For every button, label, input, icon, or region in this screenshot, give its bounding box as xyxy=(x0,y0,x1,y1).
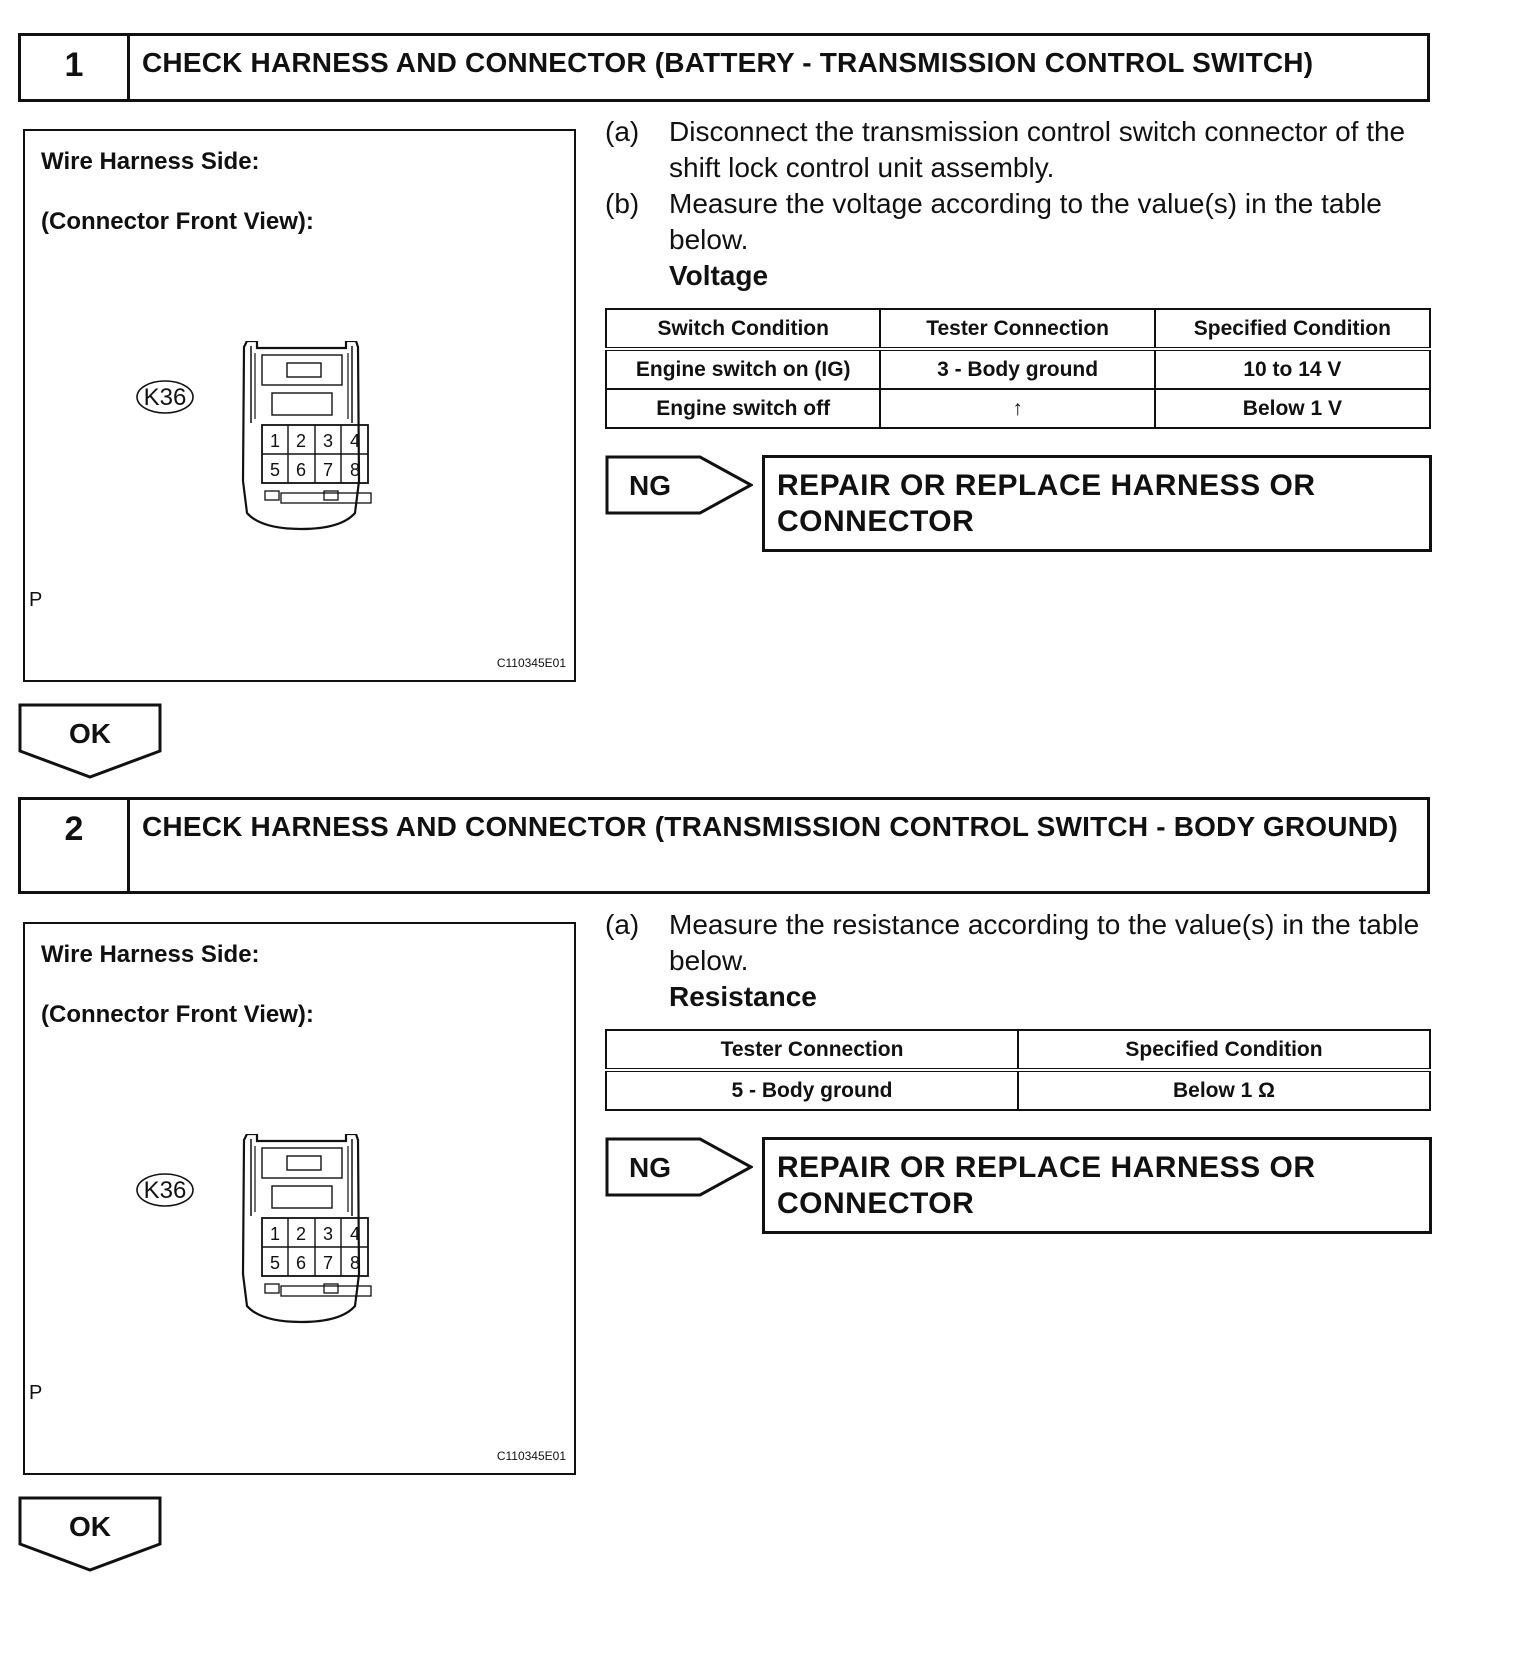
table-cell: Engine switch off xyxy=(606,389,880,428)
pin-2: 2 xyxy=(295,431,307,451)
ok-arrow xyxy=(18,1496,162,1572)
instruction-item xyxy=(605,186,1435,258)
step-title: CHECK HARNESS AND CONNECTOR (TRANSMISSION CONTROL SWITCH - BODY GROUND) xyxy=(142,811,1399,842)
column-header: Switch Condition xyxy=(606,309,880,349)
table-cell: Below 1 Ω xyxy=(1018,1070,1430,1110)
pin-1: 1 xyxy=(269,1224,281,1244)
instruction-text: Disconnect the transmission control switch connector of the shift lock control unit assembly. xyxy=(669,116,1406,183)
table-heading: Voltage xyxy=(669,260,769,291)
pin-4: 4 xyxy=(349,431,361,451)
ng-arrow xyxy=(605,455,753,515)
instructions xyxy=(605,907,1435,1015)
connector-figure xyxy=(23,129,576,682)
pin-4: 4 xyxy=(349,1224,361,1244)
table-cell: Engine switch on (IG) xyxy=(606,349,880,389)
wire-harness-side-label: Wire Harness Side: xyxy=(41,148,260,175)
table-cell: 10 to 14 V xyxy=(1155,349,1430,389)
pin-5: 5 xyxy=(269,460,281,480)
table-row xyxy=(606,349,1430,389)
table-row xyxy=(606,1070,1430,1110)
ok-label: OK xyxy=(69,1511,111,1542)
figure-code: C110345E01 xyxy=(496,656,566,670)
ng-label: NG xyxy=(629,470,671,501)
connector-k36-diagram xyxy=(105,1134,385,1344)
instruction-text: Measure the voltage according to the value(s) in the table below. xyxy=(669,188,1382,255)
pin-6: 6 xyxy=(295,1253,307,1273)
instructions xyxy=(605,114,1435,294)
pin-7: 7 xyxy=(322,460,334,480)
connector-front-view-label: (Connector Front View): xyxy=(41,1001,314,1028)
instruction-text: Measure the resistance according to the value(s) in the table below. xyxy=(669,909,1420,976)
instruction-marker: (b) xyxy=(605,188,640,219)
table-cell: 5 - Body ground xyxy=(606,1070,1018,1110)
instruction-marker: (a) xyxy=(605,909,640,940)
instruction-item xyxy=(605,114,1435,186)
pin-7: 7 xyxy=(322,1253,334,1273)
pin-3: 3 xyxy=(322,1224,334,1244)
pin-1: 1 xyxy=(269,431,281,451)
instruction-item xyxy=(605,907,1435,979)
connector-figure xyxy=(23,922,576,1475)
pin-5: 5 xyxy=(269,1253,281,1273)
step-header xyxy=(18,797,1430,894)
table-cell: ↑ xyxy=(880,389,1154,428)
voltage-table xyxy=(605,308,1431,429)
wire-harness-side-label: Wire Harness Side: xyxy=(41,941,260,968)
pin-8: 8 xyxy=(349,1253,361,1273)
table-cell: Below 1 V xyxy=(1155,389,1430,428)
connector-id-label: K36 xyxy=(143,384,187,411)
column-header: Tester Connection xyxy=(606,1030,1018,1070)
ok-arrow xyxy=(18,703,162,779)
pin-8: 8 xyxy=(349,460,361,480)
step-number: 1 xyxy=(21,36,130,99)
ng-label: NG xyxy=(629,1152,671,1183)
ng-arrow xyxy=(605,1137,753,1197)
figure-corner-letter: P xyxy=(29,1382,43,1404)
resistance-table xyxy=(605,1029,1431,1111)
pin-3: 3 xyxy=(322,431,334,451)
pin-2: 2 xyxy=(295,1224,307,1244)
column-header: Specified Condition xyxy=(1155,309,1430,349)
figure-code: C110345E01 xyxy=(496,1449,566,1463)
ng-action-box: REPAIR OR REPLACE HARNESS OR CONNECTOR xyxy=(762,1137,1432,1234)
ok-label: OK xyxy=(69,718,111,749)
step-title: CHECK HARNESS AND CONNECTOR (BATTERY - TRANSMISSION CONTROL SWITCH) xyxy=(142,47,1314,78)
table-heading: Resistance xyxy=(669,981,817,1012)
table-row xyxy=(606,389,1430,428)
connector-k36-diagram xyxy=(105,341,385,551)
ng-action-box: REPAIR OR REPLACE HARNESS OR CONNECTOR xyxy=(762,455,1432,552)
instruction-marker: (a) xyxy=(605,116,640,147)
connector-id-label: K36 xyxy=(143,1177,187,1204)
table-header-row xyxy=(606,1030,1430,1070)
connector-front-view-label: (Connector Front View): xyxy=(41,208,314,235)
step-number: 2 xyxy=(21,800,130,891)
table-cell: 3 - Body ground xyxy=(880,349,1154,389)
column-header: Tester Connection xyxy=(880,309,1154,349)
figure-corner-letter: P xyxy=(29,589,43,611)
pin-6: 6 xyxy=(295,460,307,480)
table-header-row xyxy=(606,309,1430,349)
column-header: Specified Condition xyxy=(1018,1030,1430,1070)
step-header xyxy=(18,33,1430,102)
